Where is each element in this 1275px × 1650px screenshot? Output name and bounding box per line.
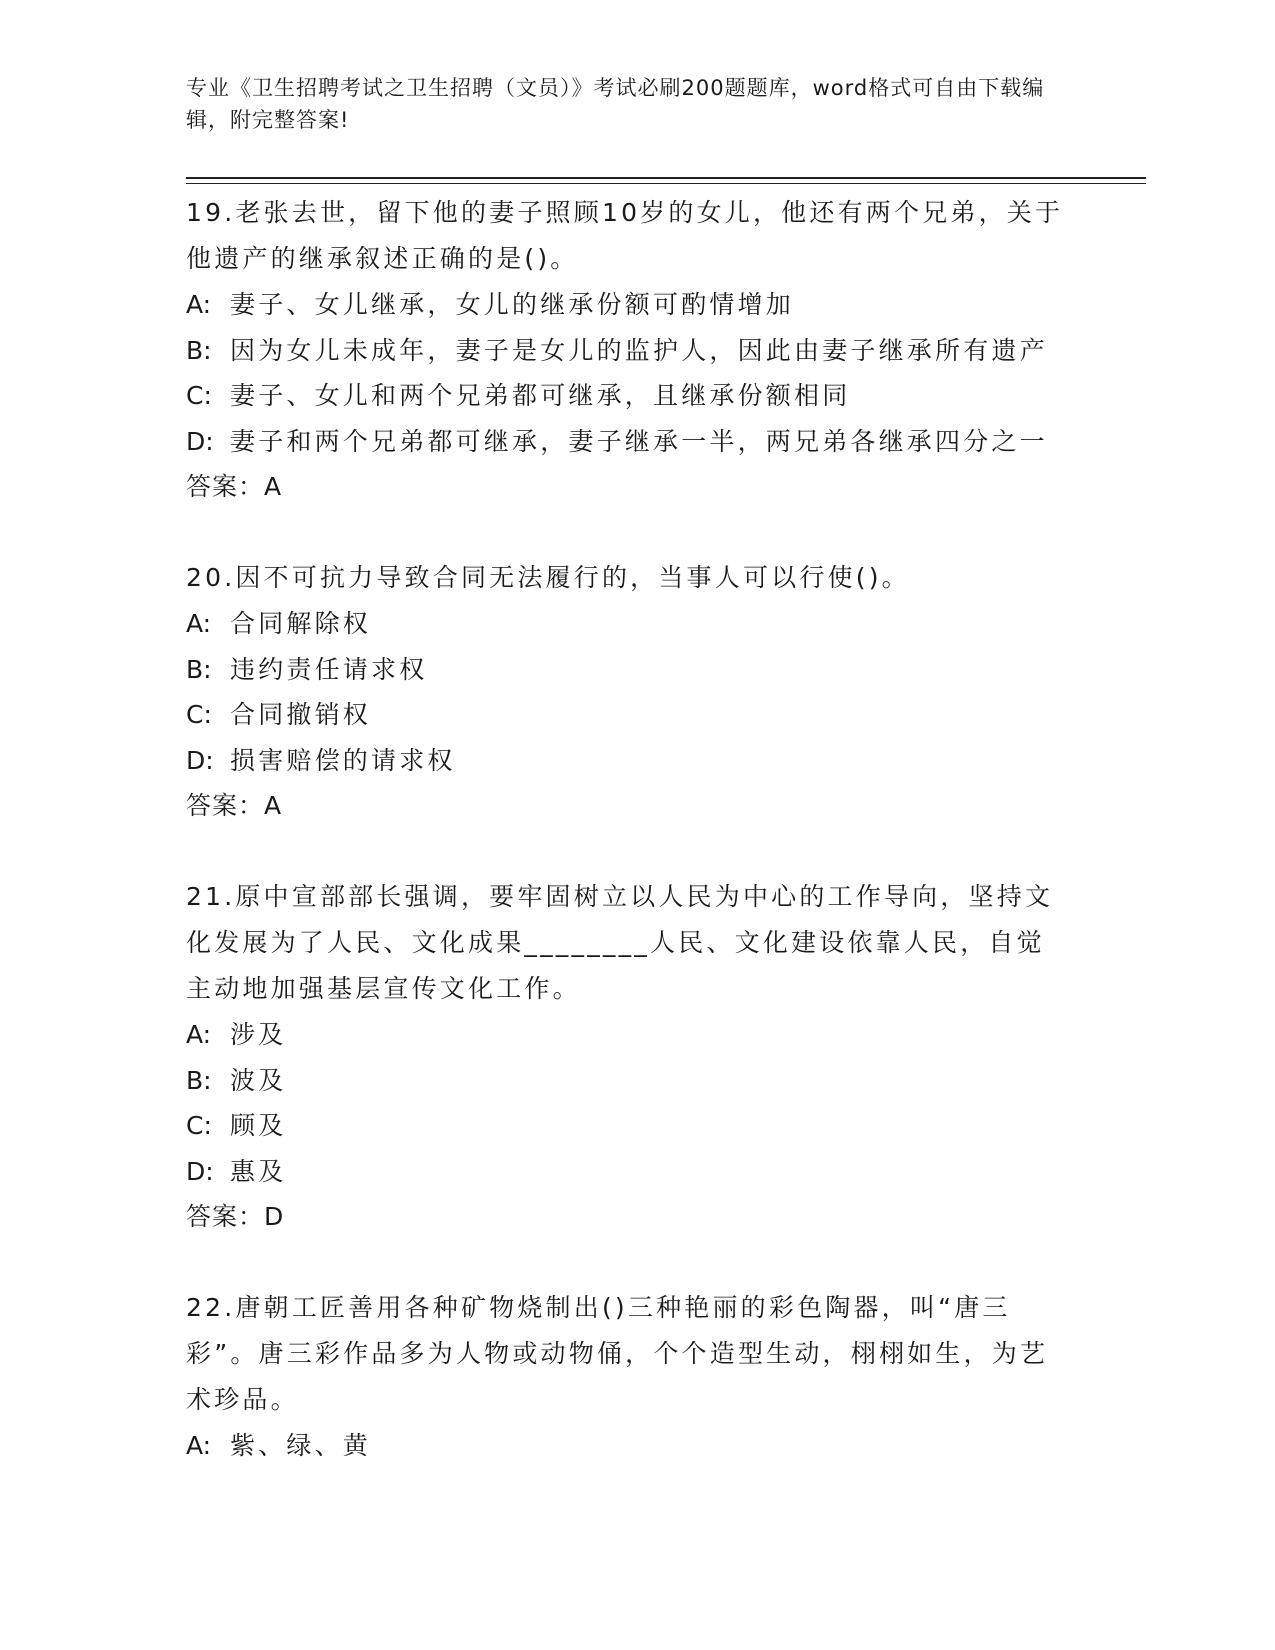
question-stem: 19.老张去世，留下他的妻子照顾10岁的女儿，他还有两个兄弟，关于他遗产的继承叙述正确的是()。 — [186, 198, 1064, 273]
option-letter: A: — [186, 290, 212, 319]
option-text: 合同解除权 — [230, 609, 372, 638]
option-letter: B: — [186, 335, 212, 365]
answer-line: 答案：A — [186, 791, 283, 820]
option-letter: D: — [186, 745, 214, 775]
option-d — [186, 1149, 1066, 1195]
option-text: 妻子、女儿和两个兄弟都可继承，且继承份额相同 — [230, 381, 851, 410]
option-a — [186, 1423, 1066, 1469]
answer-line: 答案：A — [186, 472, 283, 501]
option-text: 妻子和两个兄弟都可继承，妻子继承一半，两兄弟各继承四分之一 — [230, 426, 1048, 456]
option-c — [186, 1103, 1066, 1149]
option-text: 因为女儿未成年，妻子是女儿的监护人，因此由妻子继承所有遗产 — [230, 335, 1048, 365]
question-stem: 21.原中宣部部长强调，要牢固树立以人民为中心的工作导向，坚持文化发展为了人民、文化成果________人民、文化建设依靠人民，自觉主动地加强基层宣传文化工作。 — [186, 882, 1054, 1003]
option-letter: A: — [186, 1431, 212, 1460]
question-21 — [186, 874, 1066, 1240]
option-text: 损害赔偿的请求权 — [230, 745, 456, 775]
option-text: 违约责任请求权 — [230, 654, 428, 684]
option-text: 惠及 — [230, 1156, 287, 1186]
question-list — [186, 190, 1066, 1514]
option-text: 紫、绿、黄 — [230, 1431, 372, 1460]
option-d — [186, 738, 1066, 784]
option-letter: D: — [186, 1156, 214, 1186]
option-a — [186, 1012, 1066, 1058]
option-text: 顾及 — [230, 1111, 287, 1140]
option-c — [186, 692, 1066, 738]
header-divider-thick — [186, 177, 1146, 179]
option-text: 妻子、女儿继承，女儿的继承份额可酌情增加 — [230, 290, 795, 319]
option-letter: C: — [186, 1111, 212, 1140]
option-letter: B: — [186, 654, 212, 684]
option-letter: A: — [186, 1020, 212, 1049]
answer-line: 答案：D — [186, 1202, 285, 1231]
option-c — [186, 373, 1066, 419]
option-a — [186, 282, 1066, 328]
option-letter: C: — [186, 700, 212, 729]
question-stem: 20.因不可抗力导致合同无法履行的，当事人可以行使()。 — [186, 563, 910, 592]
option-letter: D: — [186, 426, 214, 456]
option-a — [186, 601, 1066, 647]
question-stem: 22.唐朝工匠善用各种矿物烧制出()三种艳丽的彩色陶器，叫“唐三彩”。唐三彩作品多为人物或动物俑，个个造型生动，栩栩如生，为艺术珍品。 — [186, 1293, 1049, 1414]
option-letter: A: — [186, 609, 212, 638]
option-b — [186, 328, 1066, 374]
header-divider-thin — [186, 183, 1146, 184]
option-text: 合同撤销权 — [230, 700, 372, 729]
option-letter: B: — [186, 1065, 212, 1095]
question-20 — [186, 555, 1066, 829]
option-b — [186, 647, 1066, 693]
option-b — [186, 1058, 1066, 1104]
option-d — [186, 419, 1066, 465]
option-letter: C: — [186, 381, 212, 410]
option-text: 波及 — [230, 1065, 287, 1095]
option-text: 涉及 — [230, 1020, 287, 1049]
question-19 — [186, 190, 1066, 510]
question-22 — [186, 1285, 1066, 1469]
document-header: 专业《卫生招聘考试之卫生招聘（文员）》考试必刷200题题库，word格式可自由下载编辑，附完整答案! — [186, 76, 1045, 132]
